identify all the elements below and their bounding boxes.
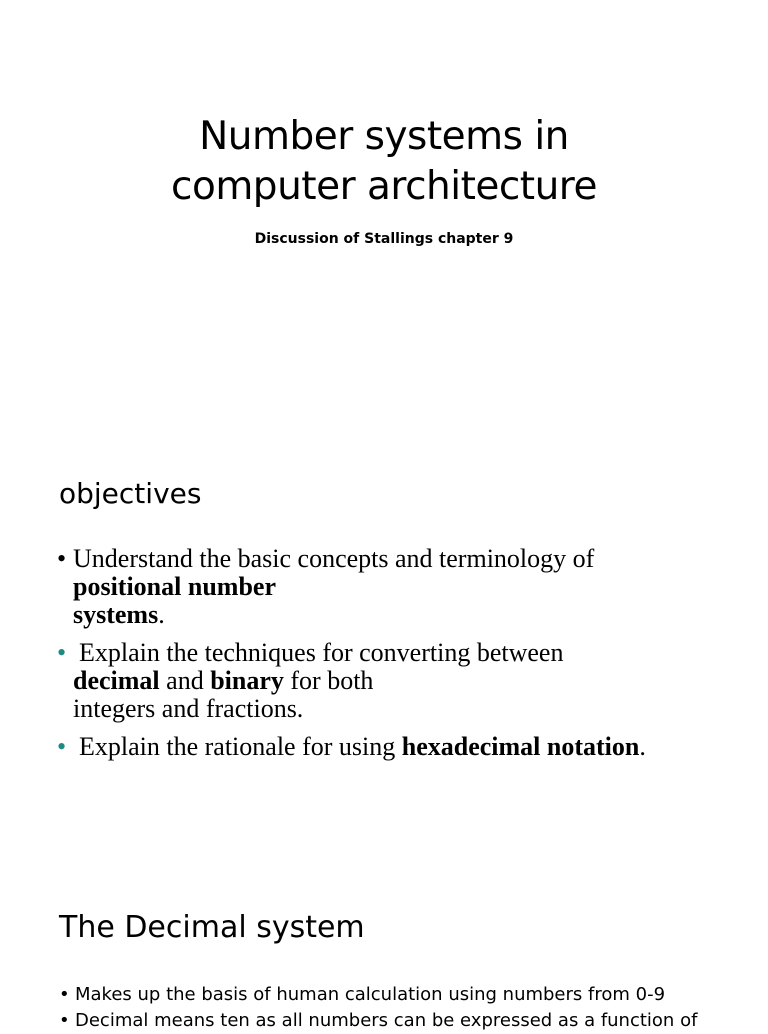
objective-2-bold-decimal: decimal — [73, 666, 160, 695]
objective-1-period: . — [158, 600, 165, 629]
objective-2-text: Explain the techniques for converting between — [79, 638, 564, 667]
title-slide — [0, 112, 768, 248]
objective-3-text: Explain the rationale for using — [79, 732, 396, 761]
objective-3-period: . — [639, 732, 646, 761]
decimal-list — [59, 982, 759, 1034]
bullet-icon: • — [59, 1010, 70, 1031]
decimal-heading: The Decimal system — [59, 910, 365, 945]
objective-2-bold-binary: binary — [210, 666, 284, 695]
objective-item-1 — [55, 545, 735, 629]
objective-2-line-3: integers and fractions. — [73, 694, 304, 723]
objective-item-2 — [55, 639, 735, 723]
decimal-item-1 — [59, 982, 759, 1008]
objective-2-for-both: for both — [290, 666, 374, 695]
objective-item-3 — [55, 733, 735, 761]
deck-title-line-1: Number systems in — [199, 114, 569, 159]
bullet-icon: • — [57, 544, 67, 573]
objective-1-bold-1: positional number — [73, 572, 276, 601]
decimal-item-2 — [59, 1008, 759, 1034]
bullet-icon: • — [57, 732, 67, 761]
objectives-list — [55, 545, 735, 761]
objective-1-bold-2: systems — [73, 600, 159, 629]
deck-title — [0, 112, 768, 212]
bullet-icon: • — [57, 638, 67, 667]
objective-2-and: and — [166, 666, 204, 695]
objective-1-text: Understand the basic concepts and terminology of — [73, 544, 595, 573]
decimal-item-2-text: Decimal means ten as all numbers can be expressed as a function of — [75, 1010, 698, 1031]
decimal-item-1-text: Makes up the basis of human calculation using numbers from 0-9 — [75, 984, 666, 1005]
bullet-icon: • — [59, 984, 70, 1005]
objective-3-bold: hexadecimal notation — [401, 732, 640, 761]
objectives-heading: objectives — [59, 477, 202, 510]
deck-subtitle: Discussion of Stallings chapter 9 — [254, 231, 514, 247]
deck-title-line-2: computer architecture — [171, 164, 597, 209]
